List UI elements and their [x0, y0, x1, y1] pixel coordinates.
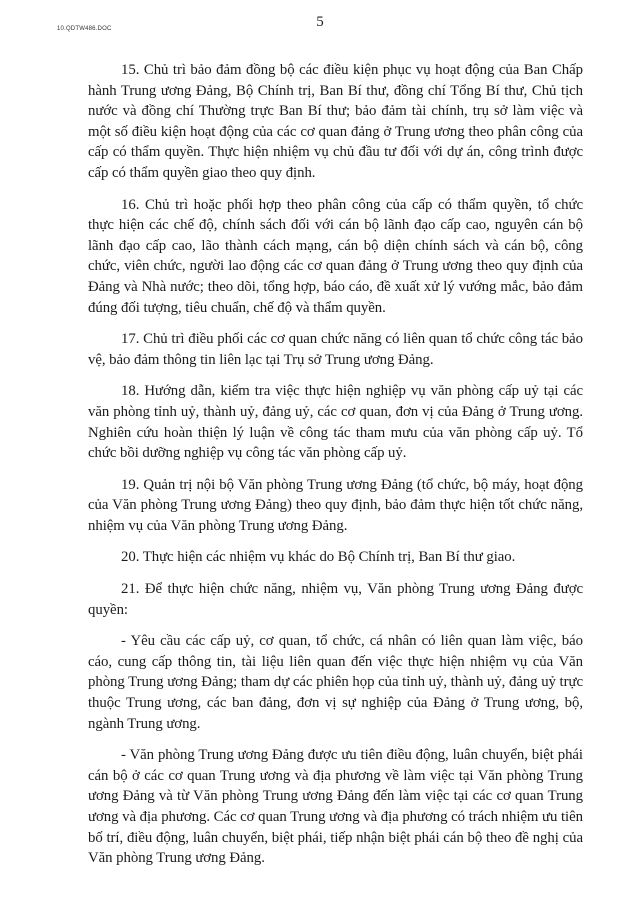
paragraph-21-item-2: - Văn phòng Trung ương Đảng được ưu tiên điều động, luân chuyển, biệt phái cán bộ ở các cơ quan Trung ương và địa phương về làm việc tại Văn phòng Trung ương Đảng và từ Văn phòng Trung ương Đảng đến làm việc tại các cơ quan Trung ương và địa phương. Các cơ quan Trung ương và địa phương có trách nhiệm ưu tiên bố trí, điều động, luân chuyển, biệt phái, tiếp nhận biệt phái cán bộ theo đề nghị của Văn phòng Trung ương Đảng. — [88, 747, 583, 867]
paragraph-21: 21. Để thực hiện chức năng, nhiệm vụ, Văn phòng Trung ương Đảng được quyền: — [88, 581, 583, 618]
document-body — [88, 60, 583, 869]
paragraph-15: 15. Chủ trì bảo đảm đồng bộ các điều kiện phục vụ hoạt động của Ban Chấp hành Trung ương Đảng, Bộ Chính trị, Ban Bí thư, đồng chí Tổng Bí thư, Chủ tịch nước và đồng chí Thường trực Ban Bí thư; bảo đảm tài chính, trụ sở làm việc và một số điều kiện hoạt động của các cơ quan đảng ở Trung ương theo phân công của cấp có thẩm quyền. Thực hiện nhiệm vụ chủ đầu tư đối với dự án, công trình được cấp có thẩm quyền giao theo quy định. — [88, 62, 583, 181]
paragraph-18: 18. Hướng dẫn, kiểm tra việc thực hiện nghiệp vụ văn phòng cấp uỷ tại các văn phòng tỉnh uỷ, thành uỷ, đảng uỷ, các cơ quan, đơn vị của Đảng ở Trung ương. Nghiên cứu hoàn thiện lý luận về công tác tham mưu của văn phòng cấp uỷ. Tổ chức bồi dưỡng nghiệp vụ công tác văn phòng cấp uỷ. — [88, 383, 583, 462]
paragraph-19: 19. Quản trị nội bộ Văn phòng Trung ương Đảng (tổ chức, bộ máy, hoạt động của Văn phòng Trung ương Đảng) theo quy định, bảo đảm thực hiện tốt chức năng, nhiệm vụ của Văn phòng Trung ương Đảng. — [88, 476, 583, 534]
document-code: 10.QDTW486.DOC — [57, 26, 112, 32]
paragraph-16: 16. Chủ trì hoặc phối hợp theo phân công của cấp có thẩm quyền, tổ chức thực hiện các chế độ, chính sách đối với cán bộ lãnh đạo cấp cao, nguyên cán bộ lãnh đạo cấp cao, lão thành cách mạng, cán bộ diện chính sách và cán bộ, công chức, viên chức, người lao động các cơ quan đảng ở Trung ương theo quy định của Đảng và Nhà nước; theo dõi, tổng hợp, báo cáo, đề xuất xử lý vướng mắc, bảo đảm đúng đối tượng, tiêu chuẩn, chế độ và thẩm quyền. — [88, 196, 583, 316]
paragraph-17: 17. Chủ trì điều phối các cơ quan chức năng có liên quan tổ chức công tác bảo vệ, bảo đảm thông tin liên lạc tại Trụ sở Trung ương Đảng. — [88, 331, 583, 368]
paragraph-21-item-1: - Yêu cầu các cấp uỷ, cơ quan, tổ chức, cá nhân có liên quan làm việc, báo cáo, cung cấp thông tin, tài liệu liên quan đến việc thực hiện nhiệm vụ của Văn phòng Trung ương Đảng; tham dự các phiên họp của tỉnh uỷ, thành uỷ, đảng uỷ trực thuộc Trung ương, các ban đảng, đơn vị sự nghiệp của Đảng ở Trung ương, bộ, ngành Trung ương. — [88, 633, 583, 732]
page-number: 5 — [316, 14, 324, 30]
paragraph-20: 20. Thực hiện các nhiệm vụ khác do Bộ Chính trị, Ban Bí thư giao. — [121, 549, 516, 566]
